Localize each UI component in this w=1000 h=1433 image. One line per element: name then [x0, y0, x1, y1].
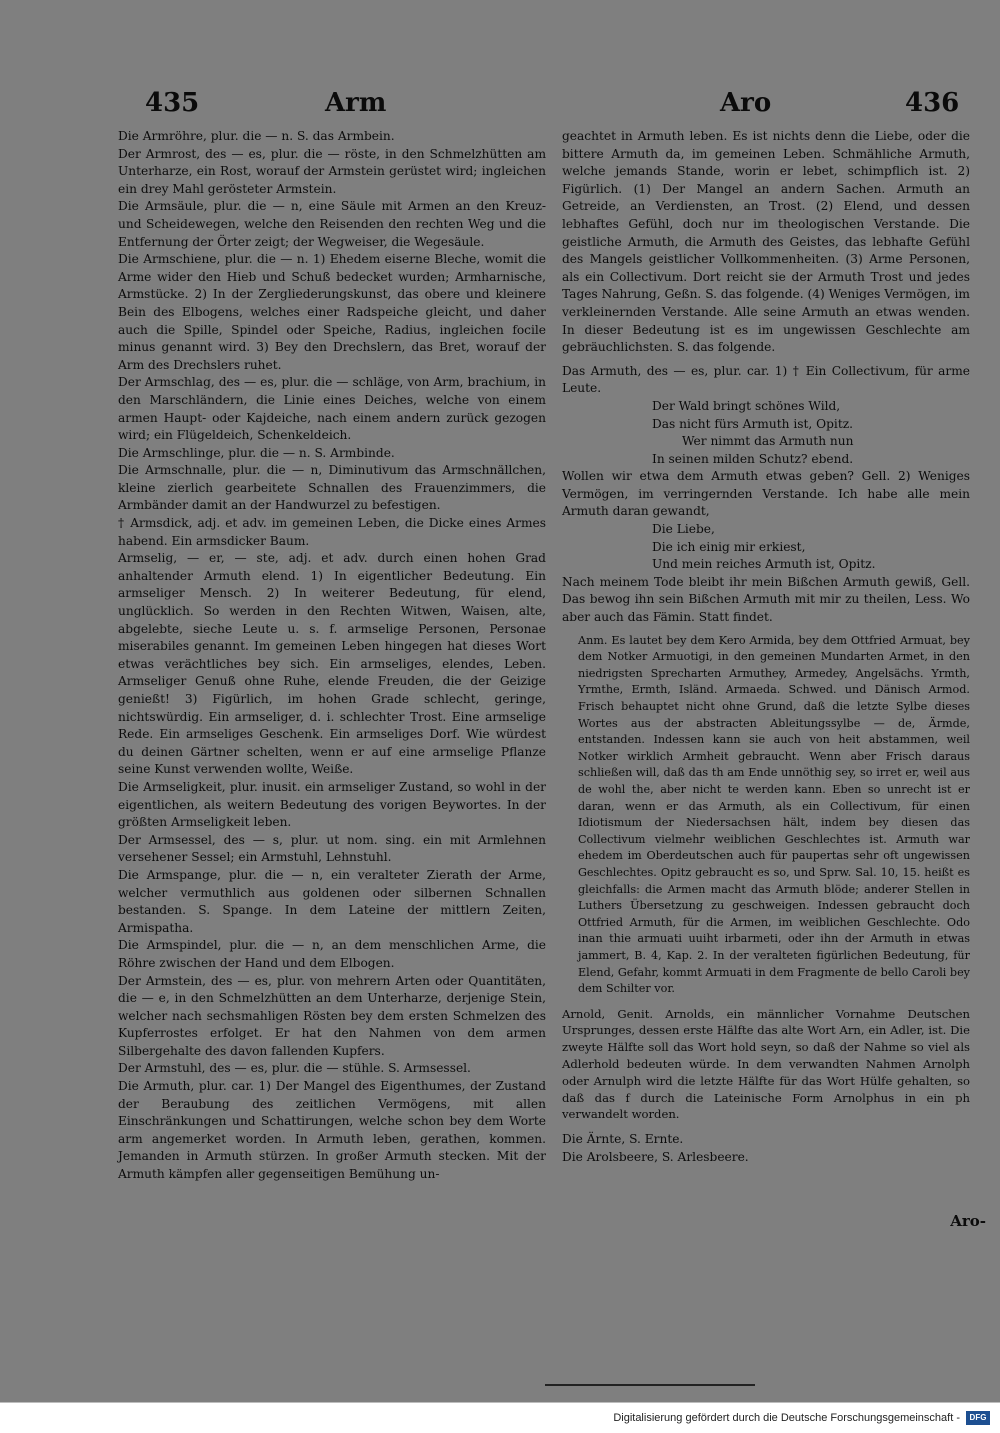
entry: Armselig, — er, — ste, adj. et adv. durch einen hohen Grad anhaltender Armuth elend. 1) In eigentlicher Bedeutung. Ein armseliger Mensch. 2) In weiterer Bedeutung, für elend, unglücklich. So werden in den Rechten Witwen, Waisen, alte, abgelebte, sieche Leute u. s. f. armselige Personen, Personae miserabiles genannt. Im gemeinen Leben hingegen hat dieses Wort etwas verächtliches bey sich. Ein armseliges, elendes, Leben. Armseliger Genuß ohne Ruhe, elende Freuden, die der Geizige genießt! 3) Figürlich, im hohen Grade schlecht, geringe, nichtswürdig. Ein armseliger, d. i. schlechter Trost. Eine armselige Rede. Ein armseliges Geschenk. Ein armseliges Dorf. Wie würdest du deinen Gärtner schelten, wenn er auf eine armselige Pflanze seine Kunst verwenden wollte, Weiße. [118, 551, 546, 777]
entry: Arnold, Genit. Arnolds, ein männlicher Vornahme Deutschen Ursprunges, dessen erste Hälfte das alte Wort Arn, ein Adler, ist. Die zweyte Hälfte soll das Wort hold seyn, so daß der Nahme so viel als Adlerhold bedeuten würde. In dem verwandten Nahmen Arnolph oder Arnulph wird die letzte Hälfte für das Wort Hülfe gehalten, so daß das f durch die Lateinische Form Arnolphus in ein ph verwandelt worden. [562, 1006, 970, 1122]
verse-line: Wer nimmt das Armuth nun [682, 434, 854, 449]
page-number-left: 435 [145, 88, 200, 118]
entry: Die Armröhre, plur. die — n. S. das Armbein. [118, 129, 395, 143]
entry-continuation: geachtet in Armuth leben. Es ist nichts denn die Liebe, oder die bittere Armuth da, im gemeinen Leben. Schmähliche Armuth, welche jemands Stande, worin er lebet, schimpflich ist. 2) Figürlich. (1) Der Mangel an andern Sachen. Armuth an Getreide, an Verdiensten, an Trost. (2) Elend, und dessen lebhaftes Gefühl, doch nur im theologischen Verstande. Die geistliche Armuth, die Armuth des Geistes, das lebhafte Gefühl des Mangels geistlicher Vollkommenheiten. (3) Arme Personen, als ein Collectivum. Dort reicht sie der Armuth Trost und jedes Tages Nahrung, Geßn. S. das folgende. (4) Weniges Vermögen, im verkleinernden Verstande. Alle seine Armuth an etwas wenden. In dieser Bedeutung ist es im ungewissen Geschlechte am gebräuchlichsten. S. das folgende. [562, 129, 970, 355]
footer-bar [0, 1402, 1000, 1433]
running-head-right: Aro [720, 88, 772, 118]
entry: Das Armuth, des — es, plur. car. 1) † Ein Collectivum, für arme Leute. [562, 363, 970, 396]
entry: † Armsdick, adj. et adv. im gemeinen Leben, die Dicke eines Armes habend. Ein armsdicker Baum. [118, 516, 546, 548]
entry: Die Armuth, plur. car. 1) Der Mangel des Eigenthumes, der Zustand der Beraubung des zeitlichen Vermögens, mit allen Einschränkungen und Schattirungen, welche schon bey dem Worte arm angemerket worden. In Armuth leben, gerathen, kommen. Jemanden in Armuth stürzen. In großer Armuth stecken. Mit der Armuth kämpfen aller gegenseitigen Bemühung un- [118, 1079, 546, 1182]
entry: Die Armspange, plur. die — n, ein veralteter Zierath der Arme, welcher vermuthlich aus goldenen oder silbernen Schnallen bestanden. S. Spange. In dem Lateine der mittlern Zeiten, Armispatha. [118, 867, 546, 935]
entry: Der Armschlag, des — es, plur. die — schläge, von Arm, brachium, in den Marschländern, die Linie eines Deiches, welche von einem armen Haupt- oder Kajdeiche, nach einem andern zurück gezogen wird; ein Flügeldeich, Schenkeldeich. [118, 375, 546, 443]
verse-line: In seinen milden Schutz? ebend. [652, 451, 854, 466]
entry-text: Wollen wir etwa dem Armuth etwas geben? Gell. 2) Weniges Vermögen, im verringernden Verstande. Ich habe alle mein Armuth daran gewandt, [562, 469, 970, 519]
verse-line: Und mein reiches Armuth ist, Opitz. [652, 557, 876, 572]
right-column [562, 128, 970, 1166]
running-head-left: Arm [325, 88, 387, 118]
entry: Die Armschnalle, plur. die — n, Diminutivum das Armschnällchen, kleine zierlich gearbeitete Schnallen des Frauenzimmers, die Armbänder damit an der Handwurzel zu befestigen. [118, 463, 546, 513]
verse-line: Die ich einig mir erkiest, [652, 539, 806, 554]
entry-text: Nach meinem Tode bleibt ihr mein Bißchen Armuth gewiß, Gell. Das bewog ihn sein Bißchen Armuth mit mir zu theilen, Less. Wo aber auch das Fämin. Statt findet. [562, 574, 970, 625]
page-number-right: 436 [905, 88, 960, 118]
annotation: Anm. Es lautet bey dem Kero Armida, bey dem Ottfried Armuat, bey dem Notker Armuotigi, in den gemeinen Mundarten Armet, in den niedrigsten Sprecharten Armuthey, Armedey, Angelsächs. Yrmth, Yrmthe, Ermth, Isländ. Armaeda. Schwed. und Dänisch Armod. Frisch behauptet nicht ohne Grund, daß die letzte Sylbe dieses Wortes aus der abstracten Ableitungssylbe — de, Ärmde, entstanden. Indessen kann sie auch von heit abstammen, weil Notker wirklich Armheit gebraucht. Wenn aber Frisch daraus schließen will, daß das th am Ende unnöthig sey, so irret er, weil aus de wohl the, aber nicht te werden kann. Eben so unrecht ist er daran, wenn er das Armuth, als ein Collectivum, für einen Idiotismum der Niedersachsen hält, indem bey diesen das Collectivum vielmehr weiblichen Geschlechtes ist. Armuth war ehedem im Oberdeutschen auch für paupertas sehr oft ungewissen Geschlechtes. Opitz gebraucht es so, und Sprw. Sal. 10, 15. heißt es gleichfalls: die Armen macht das Armuth blöde; anderer Stellen in Luthers Übersetzung zu geschweigen. Indessen gebraucht doch Ottfried Armuth, für die Armen, im weiblichen Geschlechte. Odo inan thie armuati uuiht irbarmeti, oder ihn der Armuth in etwas jammert, B. 4, Kap. 2. In der veralteten figürlichen Bedeutung, für Elend, Gefahr, kommt Armuati in dem Fragmente de bello Caroli bey dem Schilter vor. [578, 633, 971, 996]
verse-line: Das nicht fürs Armuth ist, Opitz. [652, 416, 854, 431]
entry: Die Armschlinge, plur. die — n. S. Armbinde. [118, 445, 395, 460]
catchword: Aro- [950, 1212, 986, 1230]
verse-line: Die Liebe, [652, 522, 715, 537]
bottom-rule [545, 1384, 755, 1386]
dfg-logo: DFG [966, 1411, 990, 1425]
entry: Die Armseligkeit, plur. inusit. ein armseliger Zustand, so wohl in der eigentlichen, als weitern Bedeutung des vorigen Beywortes. In der größten Armseligkeit leben. [118, 779, 546, 830]
entry: Die Armsäule, plur. die — n, eine Säule mit Armen an den Kreuz- und Scheidewegen, welche den Reisenden den rechten Weg und die Entfernung der Örter zeigt; der Wegweiser, die Wegesäule. [118, 199, 546, 249]
entry: Der Armsessel, des — s, plur. ut nom. sing. ein mit Armlehnen versehener Sessel; ein Armstuhl, Lehnstuhl. [118, 832, 546, 865]
entry: Die Armspindel, plur. die — n, an dem menschlichen Arme, die Röhre zwischen der Hand und dem Elbogen. [118, 938, 546, 970]
entry: Die Ärnte, S. Ernte. [562, 1132, 684, 1147]
left-column [118, 128, 546, 1184]
entry: Die Armschiene, plur. die — n. 1) Ehedem eiserne Bleche, womit die Arme wider den Hieb und Schuß bedecket wurden; Armharnische, Armstücke. 2) In der Zergliederungskunst, das obere und kleinere Bein des Elbogens, welches einer Radspeiche gleicht, und daher auch die Spille, Spindel oder Speiche, Radius, ingleichen focile minus genannt wird. 3) Bey den Drechslern, das Bret, worauf der Arm des Drechslers ruhet. [118, 252, 546, 372]
entry: Der Armrost, des — es, plur. die — röste, in den Schmelzhütten am Unterharze, ein Rost, worauf der Armstein gerüstet wird; ingleichen ein drey Mahl gerösteter Armstein. [118, 146, 546, 196]
entry: Der Armstuhl, des — es, plur. die — stühle. S. Armsessel. [118, 1061, 471, 1076]
verse-line: Der Wald bringt schönes Wild, [652, 398, 841, 413]
entry: Der Armstein, des — es, plur. von mehrern Arten oder Quantitäten, die — e, in den Schmelzhütten an dem Unterharze, derjenige Stein, welcher nach sechsmahligen Rösten bey dem ersten Schmelzen des Kupferrostes erfolget. Er hat den Nahmen von dem armen Silbergehalte des davon fallenden Kupfers. [118, 973, 546, 1058]
entry: Die Arolsbeere, S. Arlesbeere. [562, 1149, 749, 1164]
funding-notice: Digitalisierung gefördert durch die Deutsche Forschungsgemeinschaft - [613, 1412, 960, 1424]
